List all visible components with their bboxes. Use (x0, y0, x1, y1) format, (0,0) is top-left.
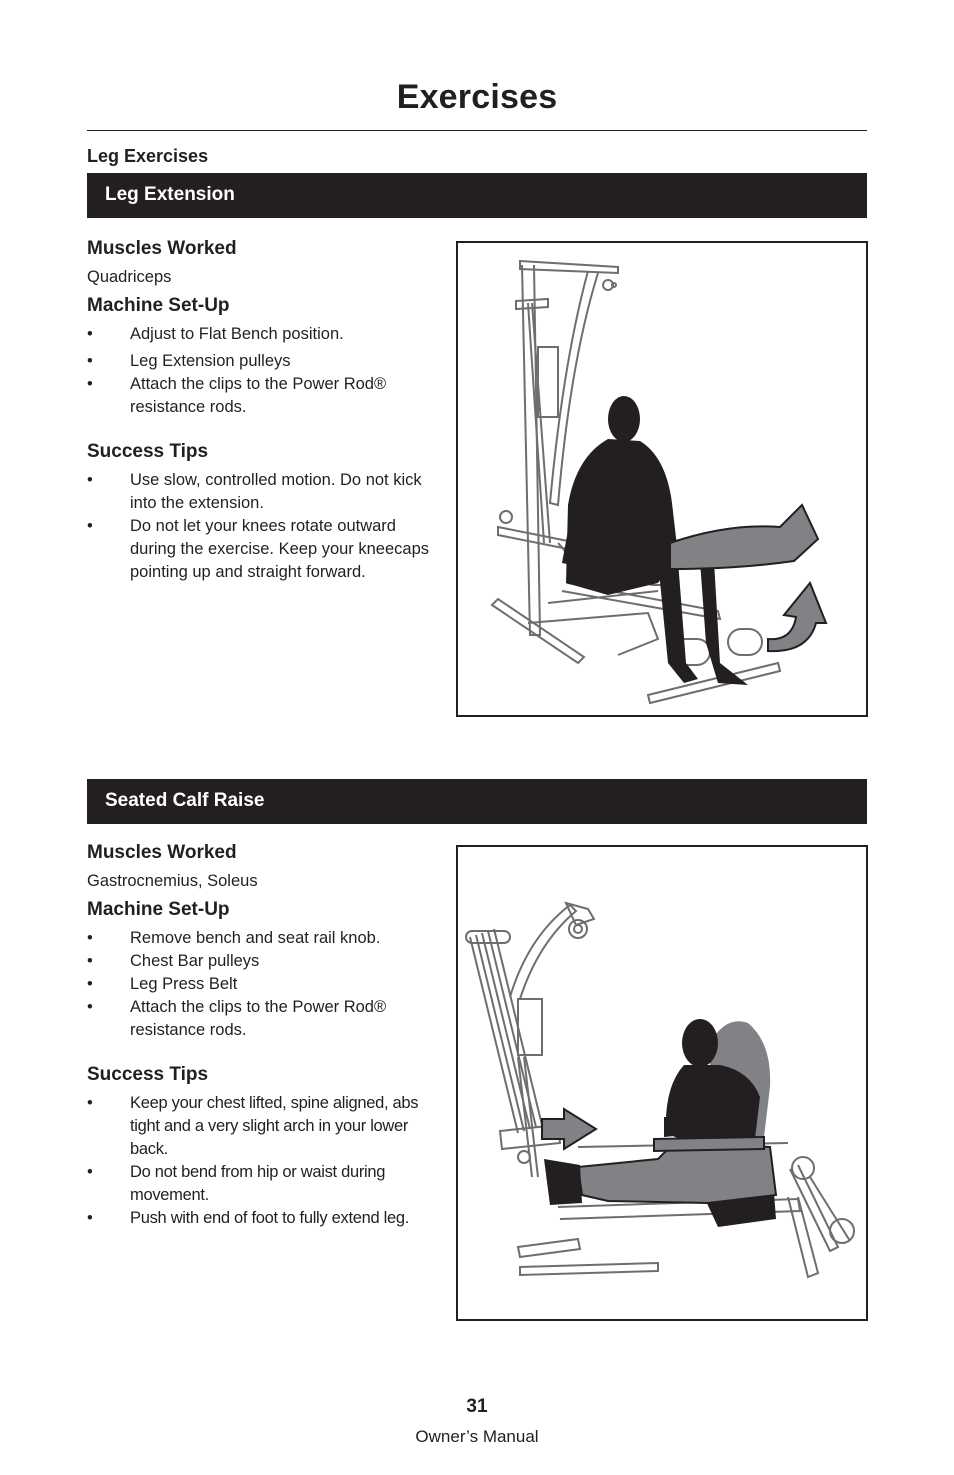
list-item: • Attach the clips to the Power Rod® resistance rods. (87, 996, 437, 1042)
list-item: • Use slow, controlled motion. Do not kick into the extension. (87, 469, 437, 515)
muscles-heading: Muscles Worked (87, 238, 237, 259)
list-item: • Push with end of foot to fully extend leg. (87, 1207, 437, 1230)
list-item: • Keep your chest lifted, spine aligned, abs tight and a very slight arch in your lower back. (87, 1092, 437, 1161)
tips-list (87, 1092, 437, 1230)
seated-calf-raise-drawing (458, 847, 866, 1319)
list-item: • Do not bend from hip or waist during movement. (87, 1161, 437, 1207)
seated-calf-raise-illustration (456, 845, 868, 1321)
tips-heading: Success Tips (87, 441, 209, 462)
exercise-details-leg-extension (87, 237, 437, 584)
muscles-text: Quadriceps (87, 268, 172, 286)
setup-heading: Machine Set-Up (87, 295, 230, 316)
setup-list (87, 927, 437, 1042)
muscles-text: Gastrocnemius, Soleus (87, 872, 258, 890)
list-item: • Chest Bar pulleys (87, 950, 437, 973)
leg-extension-illustration (456, 241, 868, 717)
setup-list (87, 323, 437, 419)
exercise-banner-leg-extension (87, 173, 867, 218)
tips-list (87, 469, 437, 584)
page-title: Exercises (396, 78, 558, 116)
list-item: • Adjust to Flat Bench position. (87, 323, 437, 346)
exercise-banner-seated-calf-raise (87, 779, 867, 824)
title-divider (87, 130, 867, 131)
exercise-details-seated-calf-raise (87, 841, 437, 1230)
list-item: • Leg Extension pulleys (87, 350, 437, 373)
page-number: 31 (466, 1396, 488, 1417)
list-item: • Leg Press Belt (87, 973, 437, 996)
list-item: • Remove bench and seat rail knob. (87, 927, 437, 950)
list-item: • Attach the clips to the Power Rod® resistance rods. (87, 373, 437, 419)
exercise-title: Seated Calf Raise (105, 790, 265, 811)
muscles-heading: Muscles Worked (87, 842, 237, 863)
exercise-title: Leg Extension (105, 184, 235, 205)
section-heading: Leg Exercises (87, 146, 209, 166)
leg-extension-drawing (458, 243, 866, 715)
tips-heading: Success Tips (87, 1064, 209, 1085)
page-footer: Owner’s Manual (415, 1427, 539, 1446)
list-item: • Do not let your knees rotate outward during the exercise. Keep your kneecaps pointing up and straight forward. (87, 515, 437, 584)
setup-heading: Machine Set-Up (87, 899, 230, 920)
